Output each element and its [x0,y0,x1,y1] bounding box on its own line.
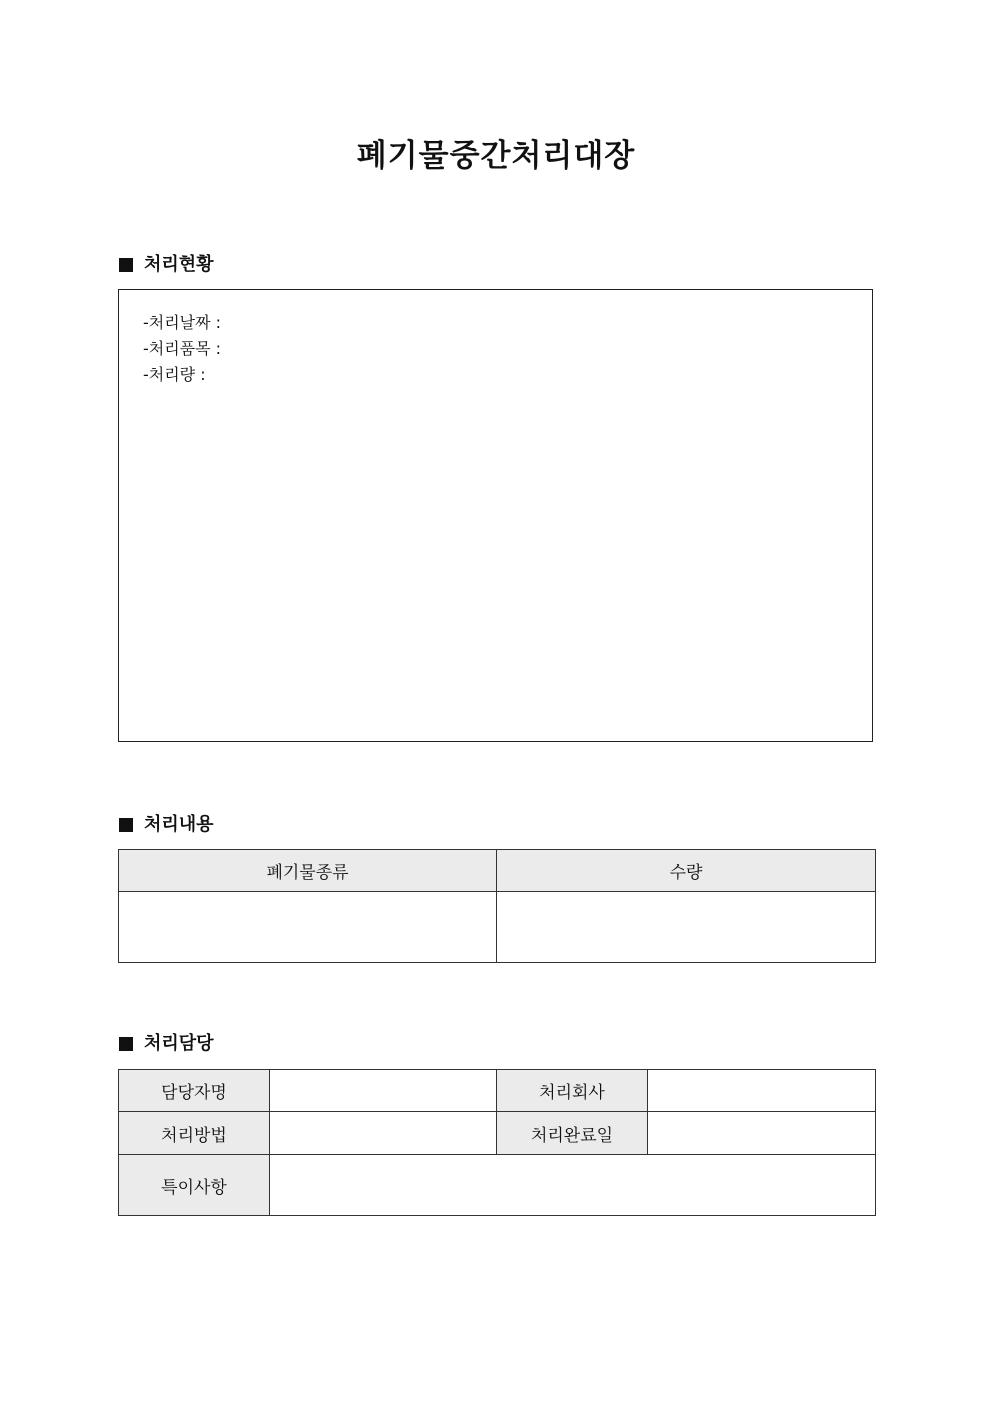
table-row [119,892,876,963]
status-lines [143,310,221,388]
status-date-line: -처리날짜 : [143,313,222,332]
square-bullet-icon [119,1037,133,1051]
method-label: 처리방법 [119,1112,270,1155]
status-amount-line: -처리량 : [143,365,206,384]
status-box[interactable] [118,289,873,742]
document-title: 폐기물중간처리대장 [356,138,636,174]
table-row [119,1112,876,1155]
manager-name-field[interactable] [270,1070,497,1112]
table-row [119,1155,876,1216]
quantity-cell[interactable] [497,892,876,963]
square-bullet-icon [119,258,133,272]
completion-date-field[interactable] [648,1112,876,1155]
company-field[interactable] [648,1070,876,1112]
manager-name-label: 담당자명 [119,1070,270,1112]
company-label: 처리회사 [497,1070,648,1112]
table-row [119,1070,876,1112]
remarks-field[interactable] [270,1155,876,1216]
staff-table [118,1069,876,1216]
content-section-heading [119,813,214,837]
status-section-title: 처리현황 [144,254,214,275]
content-table [118,849,876,963]
completion-date-label: 처리완료일 [497,1112,648,1155]
waste-type-header: 폐기물종류 [119,850,497,892]
content-section-title: 처리내용 [144,814,214,835]
square-bullet-icon [119,818,133,832]
status-section-heading [119,253,214,277]
staff-section-heading [119,1032,214,1056]
staff-section-title: 처리담당 [144,1033,214,1054]
quantity-header: 수량 [497,850,876,892]
remarks-label: 특이사항 [119,1155,270,1216]
table-header-row [119,850,876,892]
method-field[interactable] [270,1112,497,1155]
status-item-line: -처리품목 : [143,339,222,358]
waste-type-cell[interactable] [119,892,497,963]
